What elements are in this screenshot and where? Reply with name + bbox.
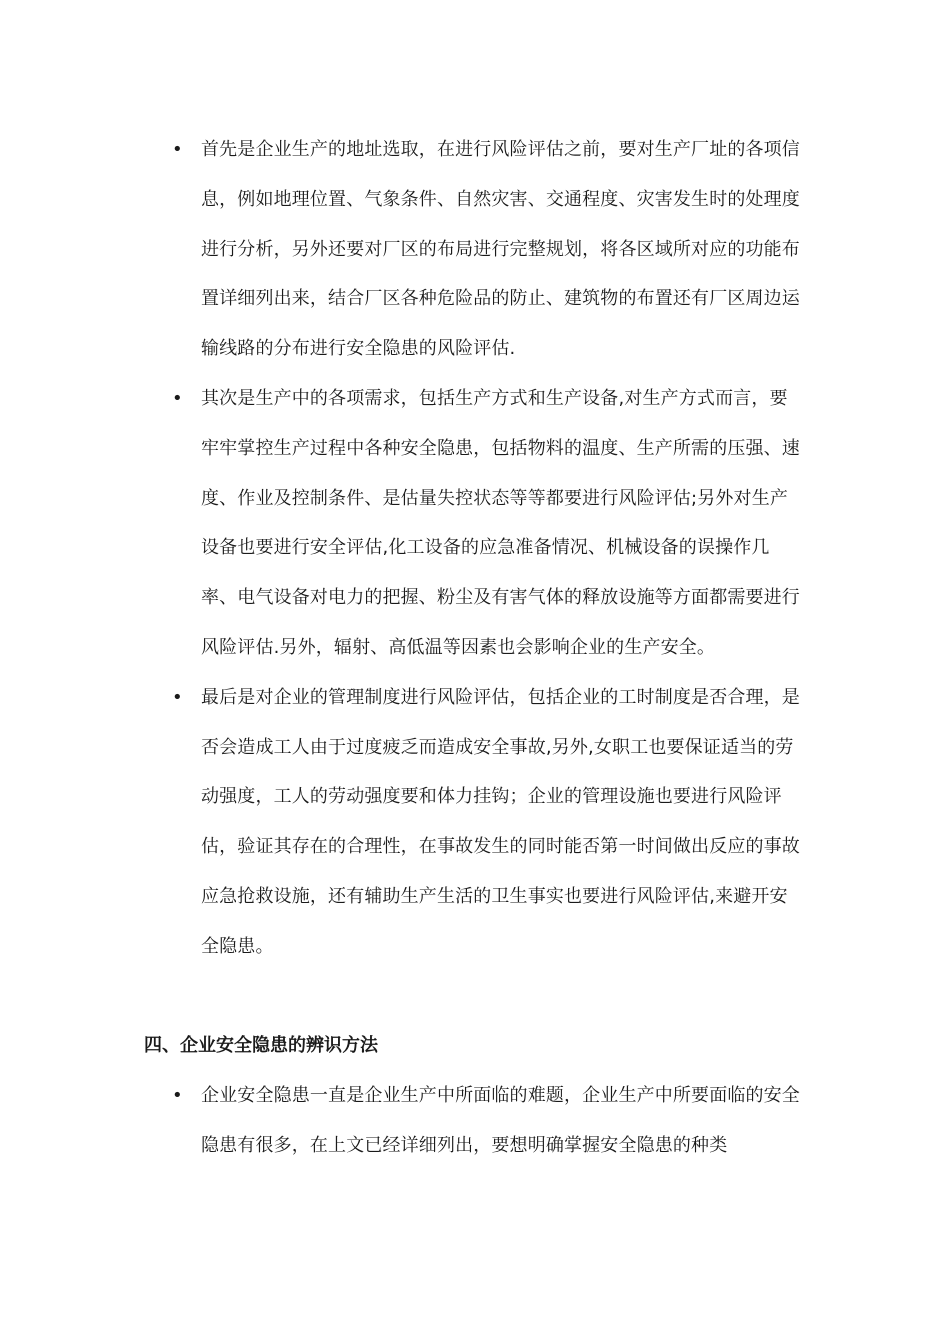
list-item — [172, 374, 812, 673]
list-item — [172, 673, 812, 972]
bullet-dot: • — [172, 686, 183, 708]
list-item-text: 企业安全隐患一直是企业生产中所面临的难题，企业生产中所要面临的安全隐患有很多，在上文已经详细列出，要想明确掌握安全隐患的种类 — [201, 1085, 800, 1156]
identification-method-list — [172, 1071, 812, 1171]
list-item-text: 首先是企业生产的地址选取，在进行风险评估之前，要对生产厂址的各项信息，例如地理位置、气象条件、自然灾害、交通程度、灾害发生时的处理度进行分析，另外还要对厂区的布局进行完整规划，将各区域所对应的功能布置详细列出来，结合厂区各种危险品的防止、建筑物的布置还有厂区周边运输线路的分布进行安全隐患的风险评估. — [201, 139, 800, 360]
bullet-dot: • — [172, 139, 183, 160]
list-item — [172, 1071, 812, 1171]
list-item-text: 最后是对企业的管理制度进行风险评估，包括企业的工时制度是否合理，是否会造成工人由于过度疲乏而造成安全事故,另外,女职工也要保证适当的劳动强度，工人的劳动强度要和体力挂钩；企业的管理设施也要进行风险评估，验证其存在的合理性，在事故发生的同时能否第一时间做出反应的事故应急抢救设施，还有辅助生产生活的卫生事实也要进行风险评估,来避开安全隐患。 — [201, 686, 800, 957]
bullet-dot: • — [172, 1085, 183, 1106]
section-heading: 四、企业安全隐患的辨识方法 — [144, 1035, 378, 1056]
bullet-dot: • — [172, 387, 183, 409]
list-item-text: 其次是生产中的各项需求，包括生产方式和生产设备,对生产方式而言，要牢牢掌控生产过程中各种安全隐患，包括物料的温度、生产所需的压强、速度、作业及控制条件、是估量失控状态等等都要进行风险评估;另外对生产设备也要进行安全评估,化工设备的应急准备情况、机械设备的误操作几率、电气设备对电力的把握、粉尘及有害气体的释放设施等方面都需要进行风险评估.另外，辐射、高低温等因素也会影响企业的生产安全。 — [201, 387, 800, 658]
risk-assessment-list — [172, 125, 812, 972]
list-item — [172, 125, 812, 374]
